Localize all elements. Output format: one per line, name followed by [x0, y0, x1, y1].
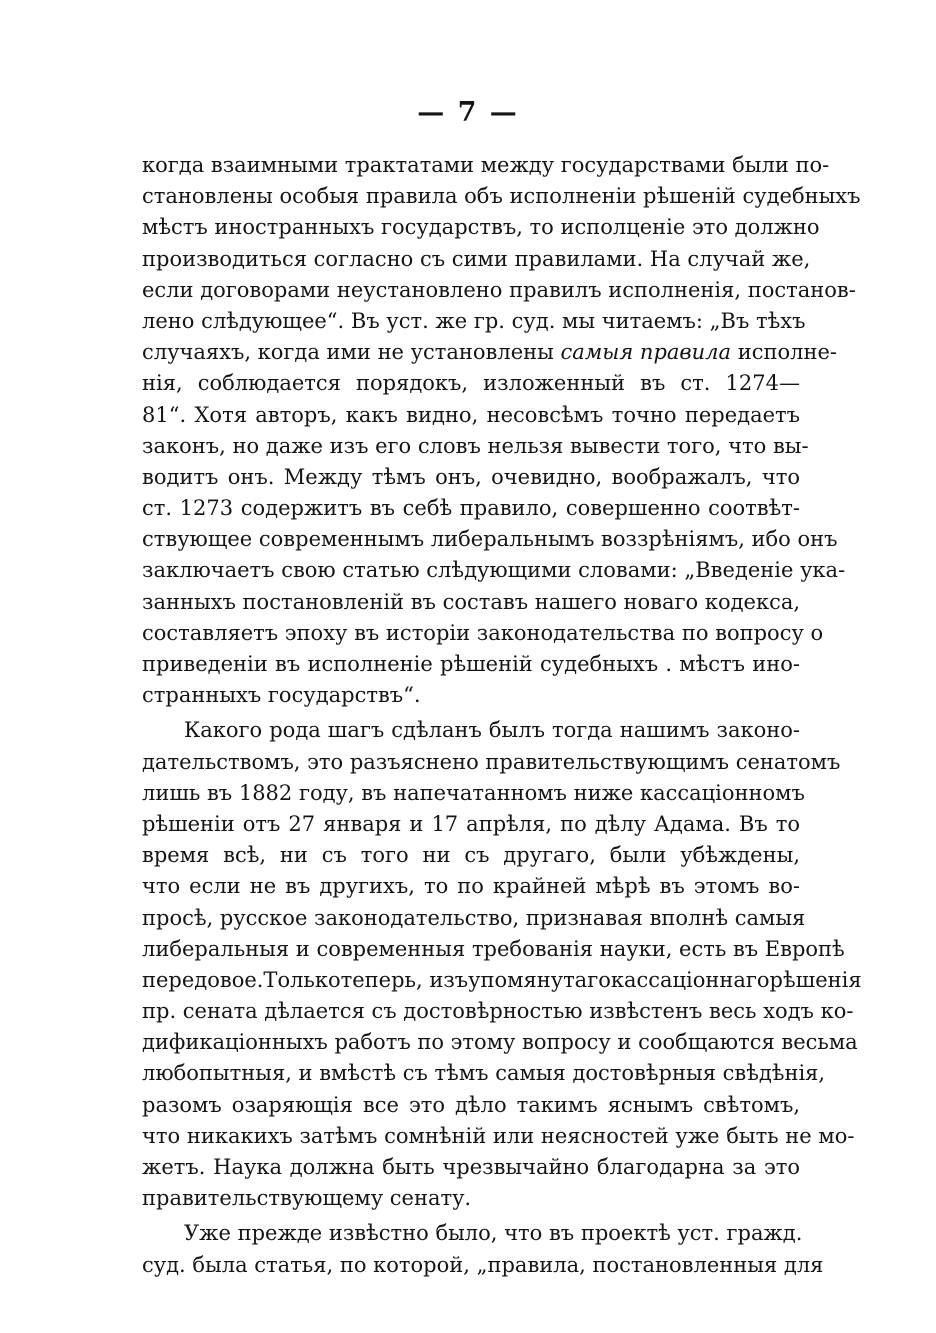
text-line: суд. была статья, по которой, „правила, постановленныя для — [142, 1252, 824, 1277]
text-line: заключаетъ свою статью слѣдующими словами: „Введеніе ука- — [142, 558, 846, 583]
text-line: что если не въ другихъ, то по крайней мѣрѣ въ этомъ во- — [142, 874, 800, 899]
text-line: становлены особыя правила объ исполненіи рѣшеній судебныхъ — [142, 184, 861, 209]
text-line: просѣ, русское законодательство, признавая вполнѣ самыя — [142, 905, 806, 930]
text-line: жетъ. Наука должна быть чрезвычайно благодарна за это — [142, 1155, 800, 1179]
text-line: дательствомъ, это разъяснено правительствующимъ сенатомъ — [142, 749, 841, 774]
text-segment: исполне- — [731, 340, 837, 365]
paragraph-3 — [142, 1218, 824, 1280]
text-line: дификаціонныхъ работъ по этому вопросу и сообщаются весьма — [142, 1030, 858, 1055]
text-line: 81“. Хотя авторъ, какъ видно, несовсѣмъ точно передаетъ — [142, 402, 800, 427]
text-line: водитъ онъ. Между тѣмъ онъ, очевидно, воображалъ, что — [142, 464, 800, 489]
text-line: что никакихъ затѣмъ сомнѣній или неясностей уже быть не мо- — [142, 1123, 855, 1148]
text-line: Какого рода шагъ сдѣланъ былъ тогда нашимъ законо- — [184, 718, 800, 743]
text-line: передовое.Толькотеперь, изъупомянутагокассаціоннагорѣшенія — [142, 967, 862, 992]
text-line: ст. 1273 содержитъ въ себѣ правило, совершенно соотвѣт- — [142, 496, 800, 521]
text-line: производиться согласно съ сими правилами. На случай же, — [142, 246, 811, 271]
text-line: либеральныя и современныя требованія науки, есть въ Европѣ — [142, 936, 845, 961]
text-line: Уже прежде извѣстно было, что въ проектѣ уст. гражд. — [184, 1221, 803, 1246]
text-line: когда взаимными трактатами между государствами были по- — [142, 153, 830, 177]
text-line: пр. сената дѣлается съ достовѣрностью извѣстенъ весь ходъ ко- — [142, 999, 854, 1024]
text-line: занныхъ постановленій въ составъ нашего новаго кодекса, — [142, 589, 801, 614]
text-line: странныхъ государствъ“. — [142, 683, 421, 708]
paragraph-1 — [142, 150, 861, 711]
page-number: — 7 — — [417, 97, 519, 128]
text-segment: случаяхъ, когда ими не установлены — [142, 340, 561, 365]
text-line: если договорами неустановлено правилъ исполненія, постанов- — [142, 277, 856, 302]
text-line: нія, соблюдается порядокъ, изложенный въ ст. 1274— — [142, 371, 800, 396]
text-line: ствующее современнымъ либеральнымъ воззрѣніямъ, ибо онъ — [142, 527, 838, 552]
text-line: лено слѣдующее“. Въ уст. же гр. суд. мы читаемъ: „Въ тѣхъ — [142, 308, 806, 333]
text-line: правительствующему сенату. — [142, 1186, 472, 1211]
body-text — [142, 150, 862, 1281]
text-line: лишь въ 1882 году, въ напечатанномъ ниже кассаціонномъ — [142, 780, 805, 805]
text-line: законъ, но даже изъ его словъ нельзя вывести того, что вы- — [142, 433, 809, 458]
text-line: любопытныя, и вмѣстѣ съ тѣмъ самыя достовѣрныя свѣдѣнія, — [142, 1061, 826, 1086]
text-line: приведеніи въ исполненіе рѣшеній судебныхъ . мѣстъ ино- — [142, 652, 800, 676]
text-line: составляетъ эпоху въ исторіи законодательства по вопросу о — [142, 620, 824, 645]
paragraph-2 — [142, 715, 862, 1214]
italic-phrase: самыя правила — [560, 340, 732, 365]
text-line: время всѣ, ни съ того ни съ другаго, были убѣждены, — [142, 843, 800, 868]
text-line — [142, 337, 837, 368]
text-line: мѣстъ иностранныхъ государствъ, то исполценіе это должно — [142, 215, 820, 240]
text-line: разомъ озаряющія все это дѣло такимъ яснымъ свѣтомъ, — [142, 1092, 800, 1117]
text-line: рѣшеніи отъ 27 января и 17 апрѣля, по дѣлу Адама. Въ то — [142, 811, 800, 836]
